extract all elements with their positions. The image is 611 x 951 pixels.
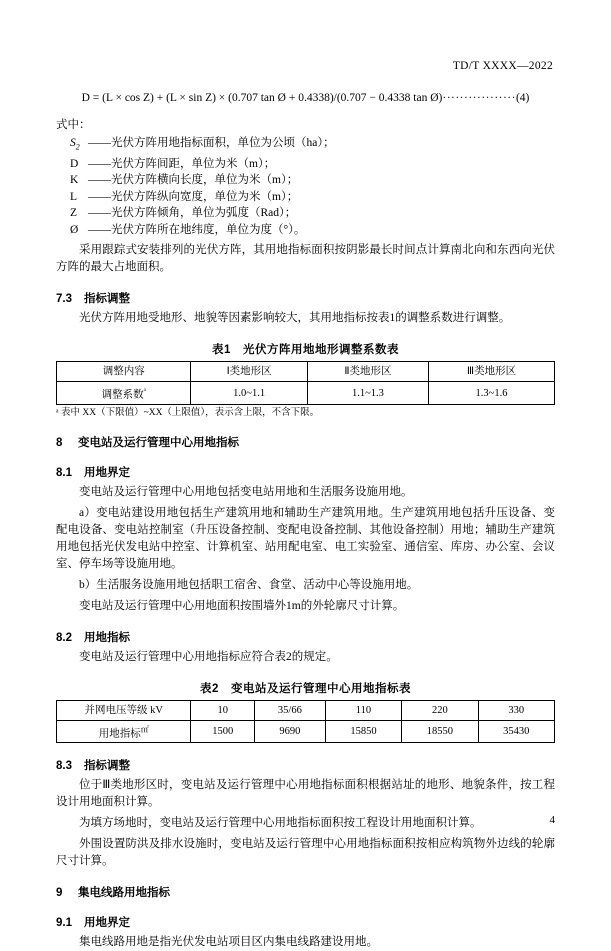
table1-caption: 表1 光伏方阵用地地形调整系数表 [212, 344, 399, 357]
formula-number: (4) [515, 92, 530, 104]
paragraph-8-1-a: a）变电站建设用地包括生产建筑用地和辅助生产建筑用地。生产建筑用地包括升压设备、变配电设备、变电站控制室（升压设备控制、变配电设备控制、其他设备控制）用地；辅助生产建筑用地包括光伏发电站中控室、计算机室、站用配电室、电工实验室、通信室、库房、办公室、会议室、停车场等设施用地。 [56, 506, 555, 570]
symbol: Ø [70, 223, 79, 236]
paragraph-tracking-array: 采用跟踪式安装排列的光伏方阵，其用地指标面积按阴影最长时间点计算南北向和东西向光伏方阵的最大占地面积。 [56, 244, 555, 274]
definition-text: ——光伏方阵倾角，单位为弧度（Rad）； [88, 207, 297, 220]
table1-header-cell: Ⅱ类地形区 [307, 362, 428, 382]
section-number: 7.3 [56, 293, 72, 306]
section-title: 用地界定 [84, 917, 130, 930]
section-heading-8-3 [56, 757, 555, 773]
table1-row-label [57, 382, 191, 405]
definition-text: ——光伏方阵纵向宽度，单位为米（m）； [88, 190, 299, 203]
table1-cell: 1.0~1.1 [191, 382, 307, 405]
section-number: 8.3 [56, 760, 72, 773]
table2-row-label-text: 用地指标 [98, 728, 141, 740]
symbol: Z [70, 207, 78, 220]
section-heading-8-2 [56, 629, 555, 645]
table1-header-cell: Ⅲ类地形区 [428, 362, 554, 382]
table2-caption: 表2 变电站及运行管理中心用地指标表 [200, 682, 411, 695]
definition-item [56, 172, 555, 189]
table-2-substation-indices [56, 700, 555, 744]
definition-item [56, 135, 555, 156]
paragraph-8-1-b: b）生活服务设施用地包括职工宿舍、食堂、活动中心等设施用地。 [79, 578, 419, 591]
symbol-definition-list [56, 135, 555, 238]
table-row [57, 720, 555, 743]
table2-cell: 9690 [255, 720, 326, 743]
definition-text: ——光伏方阵所在地纬度，单位为度（°）。 [88, 223, 306, 236]
table2-header-cell: 110 [325, 700, 401, 720]
definition-item [56, 222, 555, 239]
formula-equation-4 [56, 92, 555, 104]
table2-cell: 1500 [191, 720, 255, 743]
table-row [57, 700, 555, 720]
section-heading-8-1 [56, 464, 555, 480]
table1-header-cell: 调整内容 [57, 362, 191, 382]
section-title: 用地指标 [84, 631, 130, 644]
table-row [57, 382, 555, 405]
table-row [57, 362, 555, 382]
page-number: 4 [549, 814, 555, 826]
section-number: 9 [56, 887, 63, 900]
table1-header-cell: Ⅰ类地形区 [191, 362, 307, 382]
section-number: 8.2 [56, 631, 72, 644]
paragraph-9-1: 集电线路用地是指光伏发电站项目区内集电线路建设用地。 [79, 936, 378, 949]
section-number: 9.1 [56, 917, 72, 930]
symbol: K [70, 174, 79, 187]
section-title: 指标调整 [84, 293, 130, 306]
table1-cell: 1.3~1.6 [428, 382, 554, 405]
definition-text: ——光伏方阵横向长度，单位为米（m）； [88, 174, 299, 187]
definition-text: ——光伏方阵用地指标面积，单位为公顷（ha）； [88, 137, 335, 149]
table1-row-label-mark: ᵃ [143, 386, 146, 396]
formula-text: D = (L × cos Z) + (L × sin Z) × (0.707 tan Ø + 0.4338)/(0.707 − 0.4338 tan Ø) [81, 92, 443, 104]
paragraph-8-3-2: 为填方场地时，变电站及运行管理中心用地指标面积按工程设计用地面积计算。 [79, 817, 482, 830]
section-title: 用地界定 [84, 466, 130, 479]
table2-header-cell: 220 [402, 700, 478, 720]
table1-note: ᵃ 表中 XX（下限值）~XX（上限值），表示含上限，不含下限。 [56, 407, 320, 418]
section-heading-8 [56, 434, 555, 450]
symbol: $S_2$ [70, 137, 80, 152]
definition-item [56, 189, 555, 206]
formula-dots: ················· [442, 92, 516, 104]
section-title: 变电站及运行管理中心用地指标 [78, 436, 239, 449]
paragraph-8-3-3: 外围设置防洪及排水设施时，变电站及运行管理中心用地指标面积按相应构筑物外边线的轮廓尺寸计算。 [56, 838, 555, 868]
definition-text: ——光伏方阵间距，单位为米（m）； [88, 157, 276, 170]
table2-row-label [57, 720, 191, 743]
table2-cell: 18550 [402, 720, 478, 743]
paragraph-8-1-intro: 变电站及运行管理中心用地包括变电站用地和生活服务设施用地。 [79, 485, 413, 498]
paragraph-8-2: 变电站及运行管理中心用地指标应符合表2的规定。 [79, 650, 338, 663]
section-number: 8 [56, 436, 63, 449]
table2-cell: 15850 [325, 720, 401, 743]
symbol: L [70, 190, 78, 203]
paragraph-8-1-c: 变电站及运行管理中心用地面积按围墙外1m的外轮廓尺寸计算。 [79, 599, 405, 612]
table-1-terrain-coefficients [56, 361, 555, 405]
table2-cell: 35430 [478, 720, 554, 743]
where-label: 式中： [56, 119, 91, 131]
paragraph-8-3-1: 位于Ⅲ类地形区时，变电站及运行管理中心用地指标面积根据站址的地形、地貌条件，按工程设计用地面积计算。 [56, 779, 555, 809]
table2-header-cell: 并网电压等级 kV [57, 700, 191, 720]
section-heading-9 [56, 884, 555, 900]
definition-item [56, 205, 555, 222]
paragraph-7-3: 光伏方阵用地受地形、地貌等因素影响较大，其用地指标按表1的调整系数进行调整。 [79, 312, 511, 325]
definition-item [56, 156, 555, 173]
table1-row-label-text: 调整系数 [101, 389, 144, 401]
table2-header-cell: 35/66 [255, 700, 326, 720]
section-title: 集电线路用地指标 [78, 887, 170, 900]
table1-cell: 1.1~1.3 [307, 382, 428, 405]
section-title: 指标调整 [84, 760, 130, 773]
section-heading-9-1 [56, 914, 555, 930]
section-heading-7-3 [56, 290, 555, 306]
table2-header-cell: 10 [191, 700, 255, 720]
table2-row-label-unit: ㎡ [140, 724, 149, 734]
section-number: 8.1 [56, 466, 72, 479]
table2-header-cell: 330 [478, 700, 554, 720]
symbol: D [70, 157, 79, 170]
standard-number: TD/T XXXX—2022 [452, 60, 553, 72]
